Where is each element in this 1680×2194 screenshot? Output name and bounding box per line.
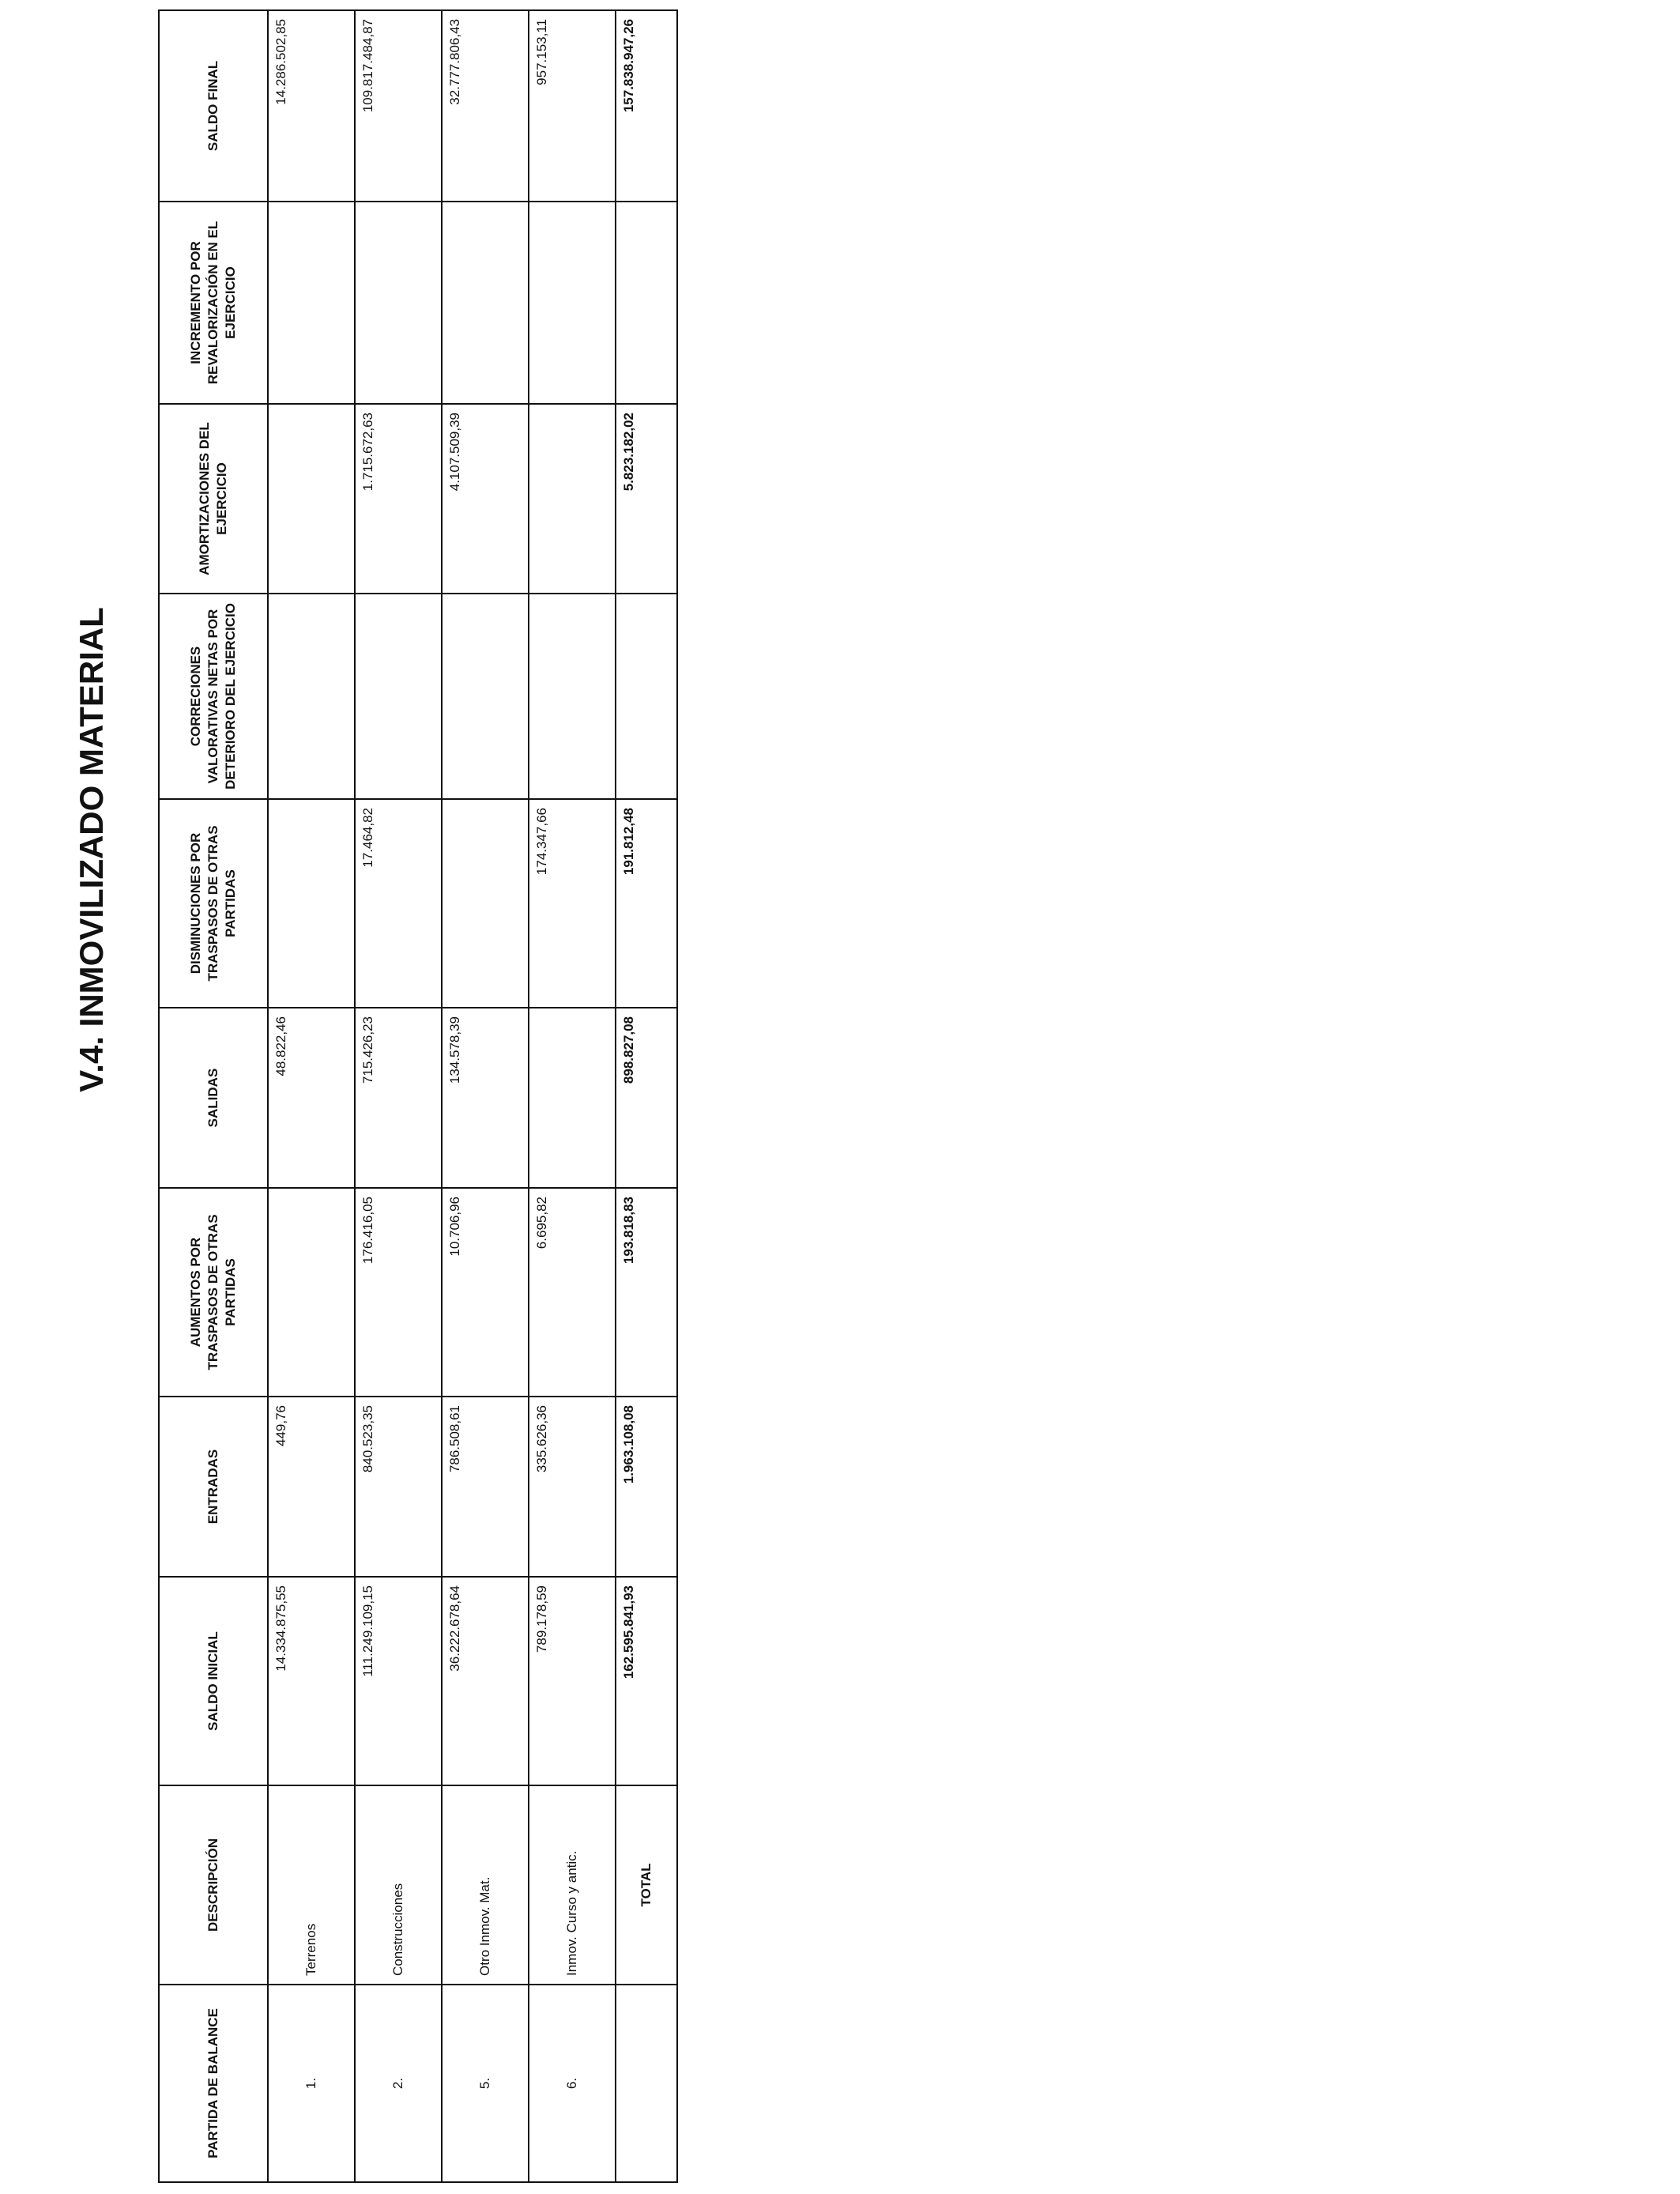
cell-aumentos: 176.416,05: [355, 1188, 442, 1397]
cell-correcciones: [355, 594, 442, 799]
cell-saldo-final: 109.817.484,87: [355, 10, 442, 202]
cell-salidas: 715.426,23: [355, 1008, 442, 1188]
cell-amortizaciones: 4.107.509,39: [442, 404, 529, 594]
page-title: V.4. INMOVILIZADO MATERIAL: [73, 607, 110, 1092]
total-label: TOTAL: [616, 1785, 677, 1985]
total-entradas: 1.963.108,08: [616, 1397, 677, 1577]
cell-disminuciones: [268, 799, 355, 1008]
column-header-entradas: ENTRADAS: [159, 1397, 268, 1577]
cell-disminuciones: 17.464,82: [355, 799, 442, 1008]
cell-saldo-inicial: 789.178,59: [529, 1577, 616, 1785]
cell-descripcion: Terrenos: [268, 1785, 355, 1985]
cell-saldo-inicial: 14.334.875,55: [268, 1577, 355, 1785]
total-saldo-final: 157.838.947,26: [616, 10, 677, 202]
cell-incremento: [442, 202, 529, 404]
cell-saldo-final: 14.286.502,85: [268, 10, 355, 202]
cell-incremento: [355, 202, 442, 404]
column-header-saldo-final: SALDO FINAL: [159, 10, 268, 202]
column-header-salidas: SALIDAS: [159, 1008, 268, 1188]
cell-salidas: 134.578,39: [442, 1008, 529, 1188]
table-row: [529, 10, 616, 2182]
cell-descripcion: Otro Inmov. Mat.: [442, 1785, 529, 1985]
total-saldo-inicial: 162.595.841,93: [616, 1577, 677, 1785]
table-container: [158, 11, 654, 2183]
cell-entradas: 840.523,35: [355, 1397, 442, 1577]
cell-disminuciones: 174.347,66: [529, 799, 616, 1008]
column-header-amortizaciones: AMORTIZACIONES DEL EJERCICIO: [159, 404, 268, 594]
cell-correcciones: [268, 594, 355, 799]
column-header-correcciones: CORRECIONES VALORATIVAS NETAS POR DETERIORO DEL EJERCICIO: [159, 594, 268, 799]
cell-salidas: 48.822,46: [268, 1008, 355, 1188]
column-header-partida: PARTIDA DE BALANCE: [159, 1985, 268, 2182]
column-header-saldo-inicial: SALDO INICIAL: [159, 1577, 268, 1785]
cell-partida: 6.: [529, 1985, 616, 2182]
table-row: [268, 10, 355, 2182]
cell-partida: 1.: [268, 1985, 355, 2182]
cell-partida-empty: [616, 1985, 677, 2182]
cell-saldo-final: 32.777.806,43: [442, 10, 529, 202]
table-rotated-wrapper: [158, 11, 654, 2183]
column-header-aumentos: AUMENTOS POR TRASPASOS DE OTRAS PARTIDAS: [159, 1188, 268, 1397]
cell-incremento: [529, 202, 616, 404]
cell-aumentos: 10.706,96: [442, 1188, 529, 1397]
cell-saldo-final: 957.153,11: [529, 10, 616, 202]
cell-entradas: 449,76: [268, 1397, 355, 1577]
cell-entradas: 335.626,36: [529, 1397, 616, 1577]
cell-descripcion: Construcciones: [355, 1785, 442, 1985]
cell-partida: 2.: [355, 1985, 442, 2182]
total-disminuciones: 191.812,48: [616, 799, 677, 1008]
table-row: [355, 10, 442, 2182]
cell-disminuciones: [442, 799, 529, 1008]
column-header-incremento: INCREMENTO POR REVALORIZACIÓN EN EL EJERCICIO: [159, 202, 268, 404]
cell-amortizaciones: [268, 404, 355, 594]
cell-entradas: 786.508,61: [442, 1397, 529, 1577]
cell-descripcion: Inmov. Curso y antic.: [529, 1785, 616, 1985]
cell-correcciones: [529, 594, 616, 799]
cell-saldo-inicial: 111.249.109,15: [355, 1577, 442, 1785]
cell-incremento: [268, 202, 355, 404]
total-incremento: [616, 202, 677, 404]
column-header-descripcion: DESCRIPCIÓN: [159, 1785, 268, 1985]
cell-aumentos: 6.695,82: [529, 1188, 616, 1397]
total-amortizaciones: 5.823.182,02: [616, 404, 677, 594]
total-correcciones: [616, 594, 677, 799]
inmovilizado-table: [158, 9, 678, 2183]
cell-amortizaciones: [529, 404, 616, 594]
cell-saldo-inicial: 36.222.678,64: [442, 1577, 529, 1785]
table-row: [442, 10, 529, 2182]
header-row: [159, 10, 268, 2182]
total-salidas: 898.827,08: [616, 1008, 677, 1188]
cell-correcciones: [442, 594, 529, 799]
cell-aumentos: [268, 1188, 355, 1397]
cell-salidas: [529, 1008, 616, 1188]
cell-amortizaciones: 1.715.672,63: [355, 404, 442, 594]
cell-partida: 5.: [442, 1985, 529, 2182]
column-header-disminuciones: DISMINUCIONES POR TRASPASOS DE OTRAS PARTIDAS: [159, 799, 268, 1008]
total-row: [616, 10, 677, 2182]
total-aumentos: 193.818,83: [616, 1188, 677, 1397]
